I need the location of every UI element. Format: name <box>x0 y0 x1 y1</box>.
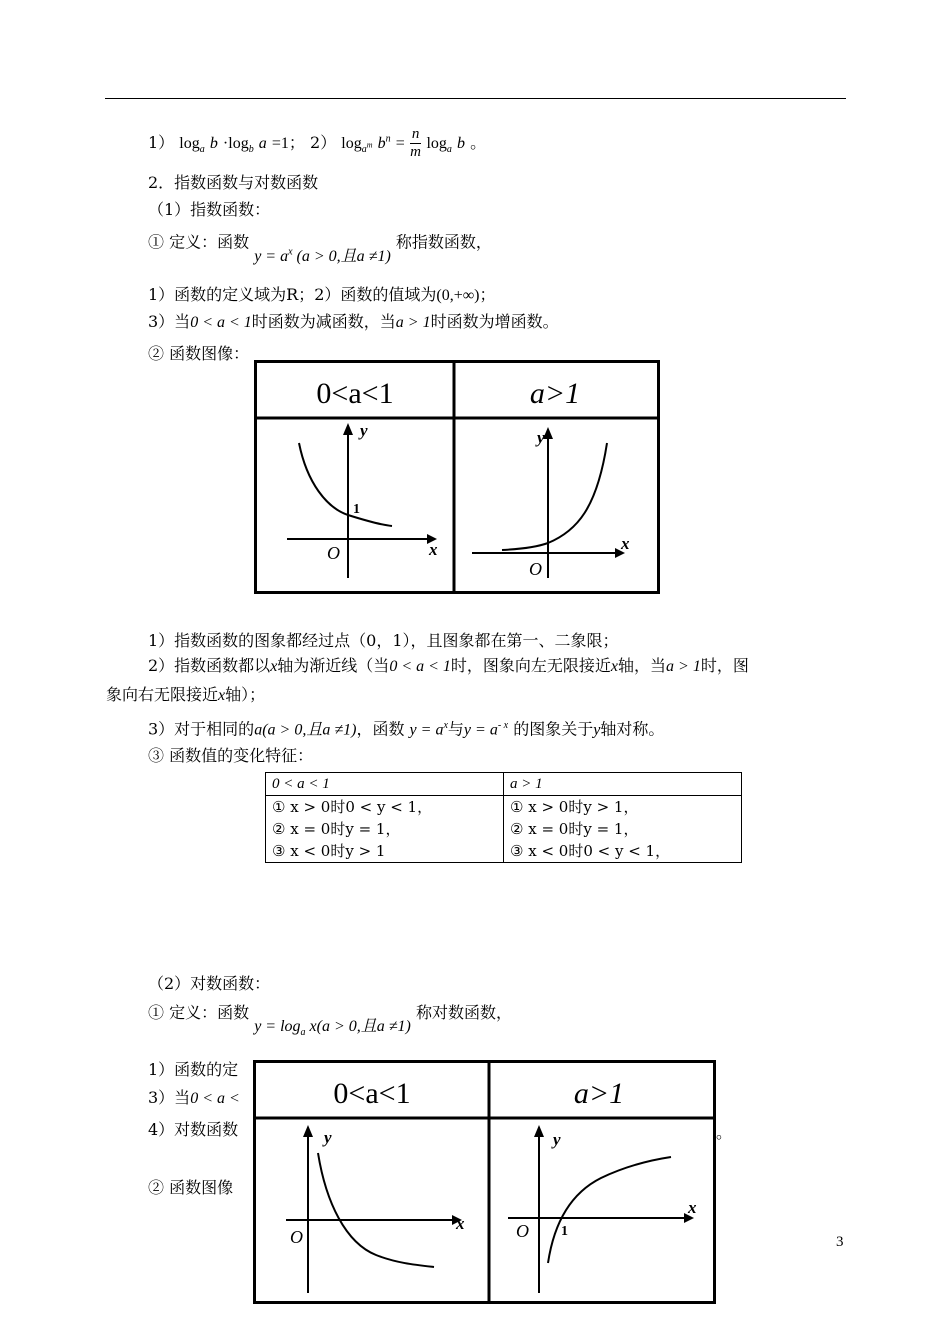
log-text: log <box>179 135 200 152</box>
table-row <box>266 796 742 863</box>
log-text: ·log <box>222 135 249 152</box>
exp-heading: （1）指数函数： <box>148 200 271 219</box>
exp-formula: $y = a^x$ (a > 0,且a ≠1) <box>254 247 391 266</box>
log-graph-label: ② 函数图像 <box>148 1178 234 1197</box>
exp-graph-table <box>254 360 660 594</box>
exp-note-2-cont: 象向右无限接近x轴）； <box>106 685 266 704</box>
math-var: b <box>456 135 465 152</box>
table-line: ③ x < 0时y > 1 <box>272 842 386 860</box>
condition: a > 1 <box>395 314 431 331</box>
log-base: a <box>361 144 367 156</box>
x-axis-label: x <box>429 540 438 559</box>
punctuation: 。 <box>470 133 487 152</box>
log-line-1: 1）函数的定 <box>148 1060 239 1079</box>
log-line-4: 4）对数函数 <box>148 1120 239 1139</box>
condition: 0 < a < 1 <box>190 314 252 331</box>
origin-label: O <box>516 1221 529 1241</box>
intercept-label: 1 <box>353 502 360 517</box>
y-axis-label: y <box>324 1128 332 1147</box>
table-header-left: 0 < a < 1 <box>266 773 504 796</box>
exp-graph-label: ② 函数图像： <box>148 344 250 363</box>
log-text: log <box>426 135 447 152</box>
def-prefix: ① 定义：函数 <box>148 232 250 252</box>
log-line-4-end: 。 <box>716 1123 733 1142</box>
log-formula-line <box>148 126 486 161</box>
log-graph-svg <box>256 1063 713 1301</box>
exp-note-1: 1）指数函数的图象都经过点（0，1），且图象都在第一、二象限； <box>148 631 619 650</box>
table-line: ③ x < 0时0 < y < 1， <box>510 842 671 860</box>
log-base: a <box>199 144 205 156</box>
exp-note-2: 2）指数函数都以x轴为渐近线（当0 < a < 1时，图象向左无限接近x轴，当a > 1时，图 <box>148 656 749 675</box>
def-suffix: 称指数函数， <box>395 232 492 252</box>
item-number: 1） <box>148 133 175 152</box>
y-axis-label: y <box>537 428 545 447</box>
math-eq: =1； <box>271 135 305 152</box>
section-title: 2．指数函数与对数函数 <box>148 173 319 192</box>
table-line: ② x = 0时y = 1， <box>272 820 401 838</box>
fraction-denominator: m <box>410 144 422 160</box>
exp-prop-3: 3）当0 < a < 1时函数为减函数，当a > 1时函数为增函数。 <box>148 312 559 331</box>
header-right: a>1 <box>573 1077 625 1110</box>
origin-label: O <box>529 559 542 579</box>
exp-definition <box>148 228 492 266</box>
table-cell-left <box>266 796 504 863</box>
x-axis-label: x <box>688 1198 697 1217</box>
fraction <box>410 126 422 161</box>
page-number: 3 <box>836 1234 844 1250</box>
table-line: ① x > 0时y > 1， <box>510 798 639 816</box>
table-header-right: a > 1 <box>504 773 742 796</box>
log-graph-table <box>253 1060 716 1304</box>
y-axis-label: y <box>360 421 368 440</box>
x-axis-label: x <box>621 534 630 553</box>
math-var: b <box>377 135 386 152</box>
origin-label: O <box>290 1227 303 1247</box>
log-formula: $y = \log_a x(a > 0$,且a ≠1) <box>254 1018 411 1039</box>
log-heading: （2）对数函数： <box>148 974 271 993</box>
exp-change-label: ③ 函数值的变化特征： <box>148 746 314 765</box>
y-axis-label: y <box>553 1130 561 1149</box>
header-left: 0<a<1 <box>316 377 394 410</box>
log-definition: ① 定义：函数 $y = \log_a x(a > 0$,且a ≠1) 称对数函数， <box>148 1003 512 1039</box>
item-number: 2） <box>310 133 337 152</box>
range-value: (0,+∞) <box>436 287 480 304</box>
header-rule <box>105 98 846 99</box>
exponent: n <box>385 133 391 145</box>
table-cell-right <box>504 796 742 863</box>
math-var: b <box>209 135 218 152</box>
exp-graph-svg <box>257 363 657 591</box>
table-header-row <box>266 773 742 796</box>
log-text: log <box>341 135 362 152</box>
header-right: a>1 <box>529 377 581 410</box>
x-axis-label: x <box>456 1214 465 1233</box>
log-base-exponent: m <box>366 140 373 150</box>
value-change-table <box>265 772 742 863</box>
log-line-3: 3）当0 < a < <box>148 1088 240 1107</box>
log-base: b <box>248 144 254 156</box>
exp-prop-1: 1）函数的定义域为R；2）函数的值域为(0,+∞)； <box>148 285 496 304</box>
fraction-numerator: n <box>411 126 420 142</box>
table-line: ② x = 0时y = 1， <box>510 820 639 838</box>
exp-note-3: 3）对于相同的a(a > 0,且a ≠1)，函数 $y = a^x$与$y = a^{- x}$ 的图象关于y轴对称。 <box>148 719 665 739</box>
math-eq: = <box>395 135 405 152</box>
table-line: ① x > 0时0 < y < 1， <box>272 798 433 816</box>
origin-label: O <box>327 543 340 563</box>
intercept-label: 1 <box>561 1224 568 1239</box>
math-var: a <box>258 135 267 152</box>
log-base: a <box>446 144 452 156</box>
header-left: 0<a<1 <box>333 1077 411 1110</box>
